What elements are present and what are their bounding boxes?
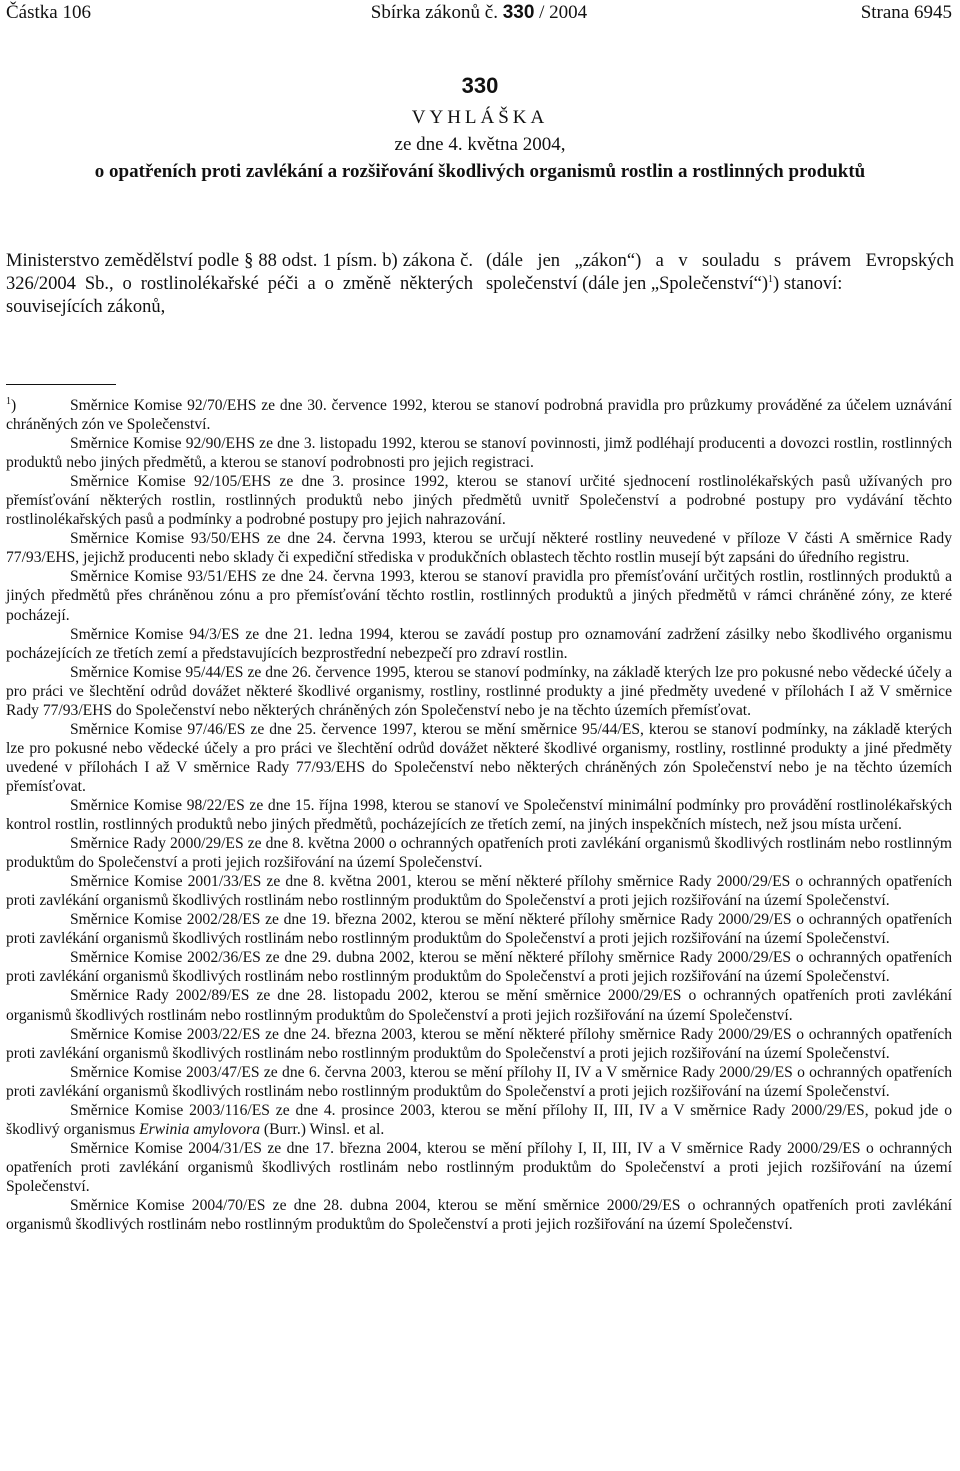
footnote-item: Směrnice Komise 93/51/EHS ze dne 24. června 1993, kterou se stanoví pravidla pro přemísťování určitých rostlin, rostlinných produktů a jiných předmětů přes chráněnou zónu a pro přemísťování těchto rostlin, rostlinných produktů a jiných předmětů v rámci chráněné zóny, ze které pocházejí. [6,568,952,624]
organism-name: Erwinia amylovora [139,1120,260,1138]
footnote-item: Směrnice Komise 2001/33/ES ze dne 8. května 2001, kterou se mění některé přílohy směrnice Rady 2000/29/ES o ochranných opatřeních proti zavlékání organismů škodlivých rostlinám nebo rostlinným produktům do Společenství a proti jejich rozšiřování na území Společenství. [6,873,952,910]
regulation-number: 330 [461,73,499,98]
footnote-item: Směrnice Rady 2002/89/ES ze dne 28. listopadu 2002, kterou se mění směrnice 2000/29/ES o ochranných opatřeních proti zavlékání organismů škodlivých rostlinám nebo rostlinným produktům do Společenství a proti jejich rozšiřování na území Společenství. [6,987,952,1024]
footnote-item: Směrnice Rady 2000/29/ES ze dne 8. května 2000 o ochranných opatřeních proti zavlékání organismů škodlivých rostlinám nebo rostlinným produktům do Společenství a proti jejich rozšiřování na území Společenství. [6,835,952,872]
footnote-mark: $^1$) [6,395,17,414]
footnote-item: Směrnice Komise 2002/36/ES ze dne 29. dubna 2002, kterou se mění některé přílohy směrnice Rady 2000/29/ES o ochranných opatřeních proti zavlékání organismů škodlivých rostlinám nebo rostlinným produktům do Společenství a proti jejich rozšiřování na území Společenství. [6,949,952,986]
footnote-item: Směrnice Komise 2004/70/ES ze dne 28. dubna 2004, kterou se mění směrnice 2000/29/ES o ochranných opatřeních proti zavlékání organismů škodlivých rostlinám nebo rostlinným produktům do Společenství a proti jejich rozšiřování na území Společenství. [6,1196,952,1234]
footnote-item: Směrnice Komise 2004/31/ES ze dne 17. března 2004, kterou se mění přílohy I, II, III, IV a V směrnice Rady 2000/29/ES o ochranných opatřeních proti zavlékání organismů škodlivých rostlinám nebo rostlinným produktům do Společenství a proti jejich rozšiřování na území Společenství. [6,1139,952,1195]
footnote-item: Směrnice Komise 97/46/ES ze dne 25. července 1997, kterou se mění směrnice 95/44/ES, kterou se stanoví podmínky, na základě kterých lze pro pokusné nebo vědecké účely a pro práci ve šlechtění odrůd dovážet některé škodlivé organismy, rostliny, rostlinné produkty a jiné předměty uvedené v přílohách I až V směrnice Rady 77/93/EHS do Společenství nebo některých chráněných zón Společenství nebo je na těchto územích přemísťovat. [6,720,952,795]
preamble-right-column: (dále jen „zákon“) a v souladu s právem Evropských společenství (dále jen „Společenství“)$^1$) stanoví: [486,251,954,294]
footnote-item: $^1$) Směrnice Komise 92/70/EHS ze dne 30. července 1992, kterou se stanoví podrobná pravidla pro průzkumy prováděné za účelem uznávání chráněných zón ve Společenství. [6,395,952,434]
collection-title: Sbírka zákonů č. 330 / 2004 [370,2,588,23]
regulation-subject: o opatřeních proti zavlékání a rozšiřování škodlivých organismů rostlin a rostlinných produktů [94,161,866,182]
footnote-item: Směrnice Komise 92/105/EHS ze dne 3. prosince 1992, kterou se stanoví určité sjednocení rostlinolékařských pasů užívaných pro přemísťování některých rostlin, rostlinných produktů nebo jiných předmětů uvnitř Společenství a podrobné postupy pro vydávání těchto rostlinolékařských pasů a podmínky a podrobné postupy pro jejich nahrazování. [6,473,952,529]
footnote-item: Směrnice Komise 93/50/EHS ze dne 24. června 1993, kterou se určují některé rostliny neuvedené v příloze V části A směrnice Rady 77/93/EHS, jejichž producenti nebo sklady či expediční střediska v produkčních oblastech těchto rostlin musejí být zapsáni do úředního registru. [6,530,952,567]
footnote-reference[interactable]: 1 [768,273,774,285]
preamble-left-column: Ministerstvo zemědělství podle § 88 odst. 1 písm. b) zákona č. 326/2004 Sb., o rostlinolékařské péči a o změně některých souvisejících zákonů, [6,251,473,317]
footnote-item: Směrnice Komise 94/3/ES ze dne 21. ledna 1994, kterou se zavádí postup pro oznamování zadržení zásilky nebo škodlivého organismu pocházejících ze třetích zemí a představujících bezprostřední nebezpečí pro zdraví rostlin. [6,625,952,662]
footnote-item: Směrnice Komise 2002/28/ES ze dne 19. března 2002, kterou se mění některé přílohy směrnice Rady 2000/29/ES o ochranných opatřeních proti zavlékání organismů škodlivých rostlinám nebo rostlinným produktům do Společenství a proti jejich rozšiřování na území Společenství. [6,911,952,948]
footnote-item: Směrnice Komise 92/90/EHS ze dne 3. listopadu 1992, kterou se stanoví povinnosti, jimž podléhají producenti a dovozci rostlin, rostlinných produktů nebo jiných předmětů, a kterou se stanoví podrobnosti pro jejich registraci. [6,435,952,472]
footnote-list [6,396,952,1234]
title-block [6,72,954,186]
footnote-separator [6,384,116,385]
collection-number: 330 [502,2,535,23]
issue-number: Částka 106 [6,2,91,23]
footnote-item: Směrnice Komise 95/44/ES ze dne 26. července 1995, kterou se stanoví podmínky, na základě kterých lze pro pokusné nebo vědecké účely a pro práci ve šlechtění odrůd dovážet některé škodlivé organismy, rostliny, rostlinné produkty a jiné předměty uvedené v přílohách I až V směrnice Rady 77/93/EHS do Společenství nebo některých chráněných zón Společenství nebo je na těchto územích přemísťovat. [6,663,952,719]
footnote-item: Směrnice Komise 2003/47/ES ze dne 6. června 2003, kterou se mění přílohy II, IV a V směrnice Rady 2000/29/ES o ochranných opatřeních proti zavlékání organismů škodlivých rostlinám nebo rostlinným produktům do Společenství a proti jejich rozšiřování na území Společenství. [6,1063,952,1100]
page-number: Strana 6945 [860,2,952,23]
running-head [6,2,952,28]
preamble [6,250,954,319]
footnote-item: Směrnice Komise 2003/116/ES ze dne 4. prosince 2003, kterou se mění přílohy II, III, IV a V směrnice Rady 2000/29/ES, pokud jde o škodlivý organismus Erwinia amylovora (Burr.) Winsl. et al. [6,1101,952,1138]
footnote-item: Směrnice Komise 2003/22/ES ze dne 24. března 2003, kterou se mění některé přílohy směrnice Rady 2000/29/ES o ochranných opatřeních proti zavlékání organismů škodlivých rostlinám nebo rostlinným produktům do Společenství a proti jejich rozšiřování na území Společenství. [6,1025,952,1062]
regulation-date: ze dne 4. května 2004, [394,134,566,155]
footnote-item: Směrnice Komise 98/22/ES ze dne 15. října 1998, kterou se stanoví ve Společenství minimální podmínky pro provádění rostlinolékařských kontrol rostlin, rostlinných produktů nebo jiných předmětů, pocházejících ze třetích zemí, na jiných inspekčních místech, než jsou místa určení. [6,796,952,834]
regulation-type: VYHLÁŠKA [411,107,549,128]
